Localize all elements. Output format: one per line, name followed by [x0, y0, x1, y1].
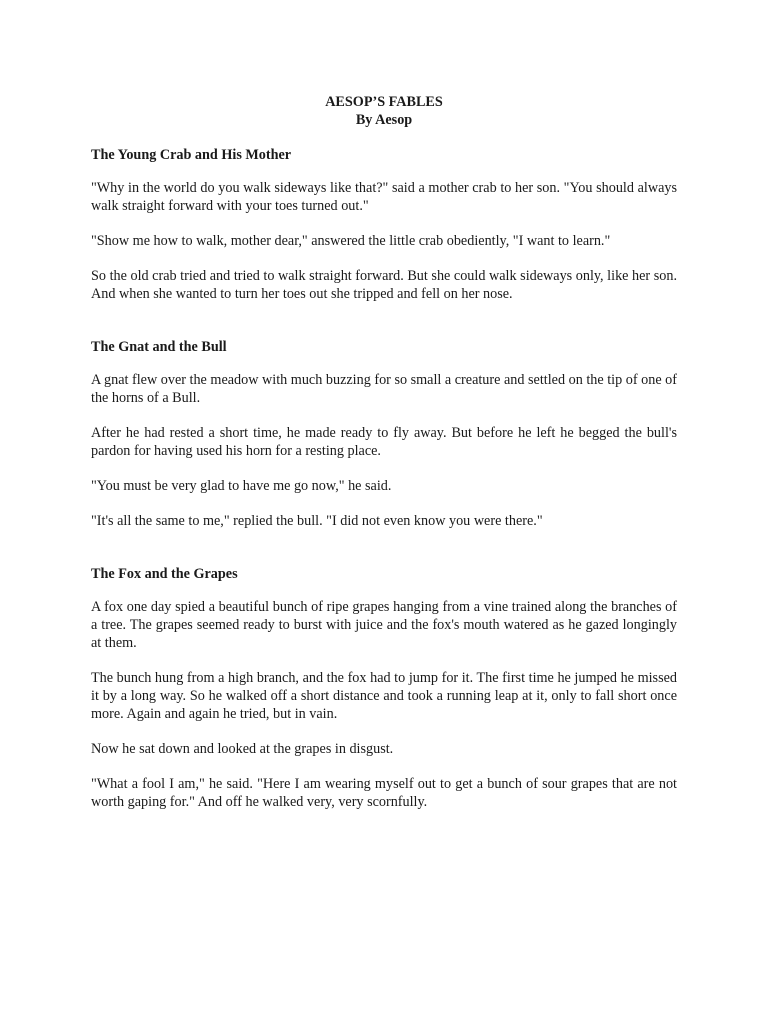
- story-paragraph: "What a fool I am," he said. "Here I am wearing myself out to get a bunch of sour grapes that are not worth gaping for." And off he walked very, very scornfully.: [91, 776, 677, 810]
- document-header: [91, 93, 677, 129]
- story-paragraph: "It's all the same to me," replied the bull. "I did not even know you were there.": [91, 513, 543, 529]
- story-paragraph: "Show me how to walk, mother dear," answered the little crab obediently, "I want to learn.": [91, 233, 611, 249]
- story-title: The Gnat and the Bull: [91, 339, 227, 355]
- story-paragraph: After he had rested a short time, he made ready to fly away. But before he left he begged the bull's pardon for having used his horn for a resting place.: [91, 425, 677, 459]
- document-page: [91, 93, 677, 811]
- story-young-crab: [91, 146, 677, 303]
- story-fox-grapes: [91, 565, 677, 811]
- story-gnat-bull: [91, 338, 677, 530]
- story-paragraph: A fox one day spied a beautiful bunch of ripe grapes hanging from a vine trained along the branches of a tree. The grapes seemed ready to burst with juice and the fox's mouth watered as he gazed longingly at them.: [91, 599, 677, 651]
- story-title: The Young Crab and His Mother: [91, 147, 292, 163]
- story-paragraph: Now he sat down and looked at the grapes in disgust.: [91, 741, 394, 757]
- story-paragraph: "Why in the world do you walk sideways like that?" said a mother crab to her son. "You should always walk straight forward with your toes turned out.": [91, 180, 677, 214]
- story-paragraph: So the old crab tried and tried to walk straight forward. But she could walk sideways only, like her son. And when she wanted to turn her toes out she tripped and fell on her nose.: [91, 268, 677, 302]
- story-title: The Fox and the Grapes: [91, 566, 238, 582]
- story-paragraph: A gnat flew over the meadow with much buzzing for so small a creature and settled on the tip of one of the horns of a Bull.: [91, 372, 677, 406]
- story-paragraph: The bunch hung from a high branch, and the fox had to jump for it. The first time he jumped he missed it by a long way. So he walked off a short distance and took a running leap at it, only to fall short once more. Again and again he tried, but in vain.: [91, 670, 677, 722]
- document-author: By Aesop: [355, 112, 413, 128]
- story-paragraph: "You must be very glad to have me go now," he said.: [91, 478, 392, 494]
- document-title: AESOP’S FABLES: [325, 94, 443, 110]
